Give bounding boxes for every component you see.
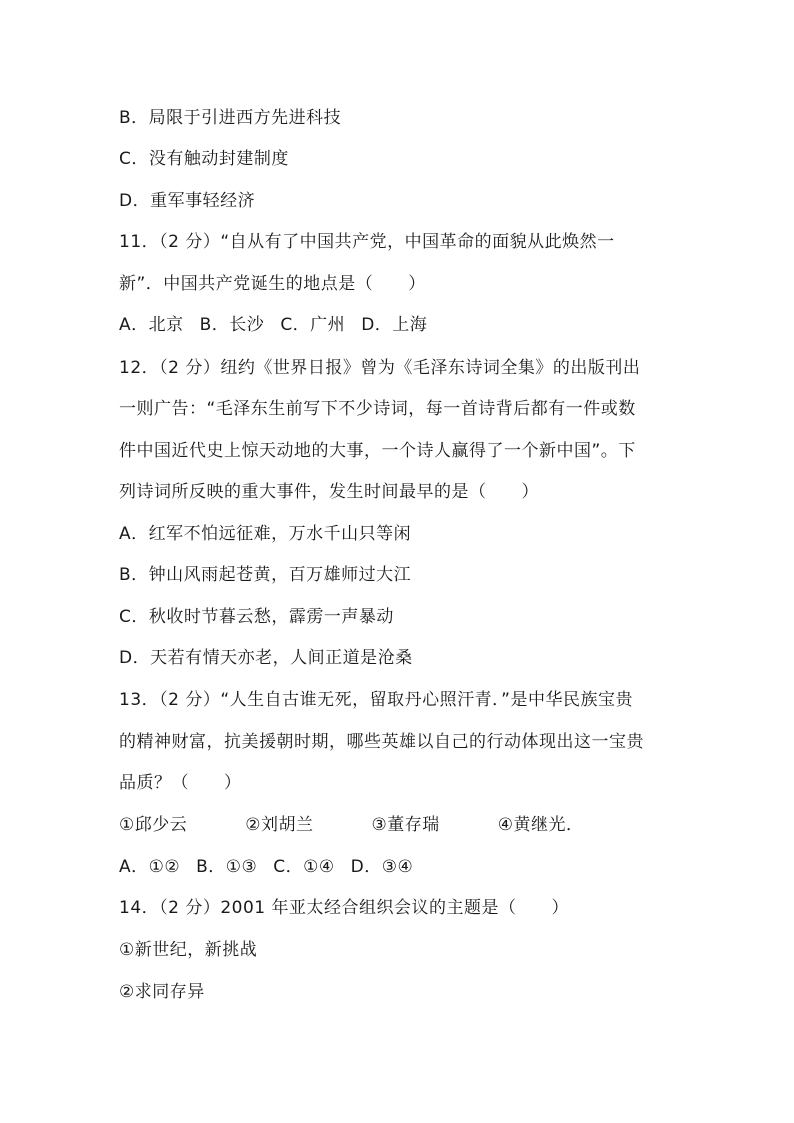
q13-option-b: B．①③ xyxy=(196,857,258,877)
q12-stem-line3: 件中国近代史上惊天动地的大事，一个诗人赢得了一个新中国”。下 xyxy=(119,441,636,461)
q12-option-b: B．钟山风雨起苍黄，百万雄师过大江 xyxy=(119,565,412,585)
q13-item-4: ④黄继光． xyxy=(497,815,584,835)
q12-stem-line1: 12．（2 分）纽约《世界日报》曾为《毛泽东诗词全集》的出版刊出 xyxy=(119,358,641,378)
q12-stem-line2: 一则广告：“毛泽东生前写下不少诗词，每一首诗背后都有一件或数 xyxy=(119,399,636,419)
q11-options xyxy=(119,313,427,337)
q14-item-2: ②求同存异 xyxy=(119,982,205,1002)
q13-options xyxy=(119,855,413,879)
q12-option-a: A．红军不怕远征难，万水千山只等闲 xyxy=(119,524,412,544)
q13-item-2: ②刘胡兰 xyxy=(245,815,314,835)
q13-option-c: C．①④ xyxy=(273,857,335,877)
q13-stem-line1: 13．（2 分）“人生自古谁无死，留取丹心照汗青．”是中华民族宝贵 xyxy=(119,690,633,710)
q12-stem-line4: 列诗词所反映的重大事件，发生时间最早的是（ ） xyxy=(119,482,539,502)
q14-stem: 14．（2 分）2001 年亚太经合组织会议的主题是（ ） xyxy=(119,898,570,918)
q10-option-d: D．重军事轻经济 xyxy=(119,191,256,211)
q10-option-c: C．没有触动封建制度 xyxy=(119,149,289,169)
q13-option-d: D．③④ xyxy=(350,857,414,877)
q13-items xyxy=(119,813,584,837)
q14-item-1: ①新世纪，新挑战 xyxy=(119,940,258,960)
q12-option-c: C．秋收时节暮云愁，霹雳一声暴动 xyxy=(119,607,394,627)
q11-option-c: C．广州 xyxy=(280,315,346,335)
q11-stem-line1: 11．（2 分）“自从有了中国共产党，中国革命的面貌从此焕然一 xyxy=(119,232,615,252)
q10-option-b: B．局限于引进西方先进科技 xyxy=(119,108,342,128)
q11-option-d: D．上海 xyxy=(361,315,428,335)
q11-option-a: A．北京 xyxy=(119,315,184,335)
q13-item-3: ③董存瑞 xyxy=(371,815,440,835)
q13-option-a: A．①② xyxy=(119,857,181,877)
q12-option-d: D．天若有情天亦老，人间正道是沧桑 xyxy=(119,648,413,668)
q13-item-1: ①邱少云 xyxy=(119,815,188,835)
q11-stem-line2: 新”．中国共产党诞生的地点是（ ） xyxy=(119,274,426,294)
q13-stem-line3: 品质？（ ） xyxy=(119,773,242,793)
q13-stem-line2: 的精神财富，抗美援朝时期，哪些英雄以自己的行动体现出这一宝贵 xyxy=(119,732,644,752)
q11-option-b: B．长沙 xyxy=(199,315,265,335)
